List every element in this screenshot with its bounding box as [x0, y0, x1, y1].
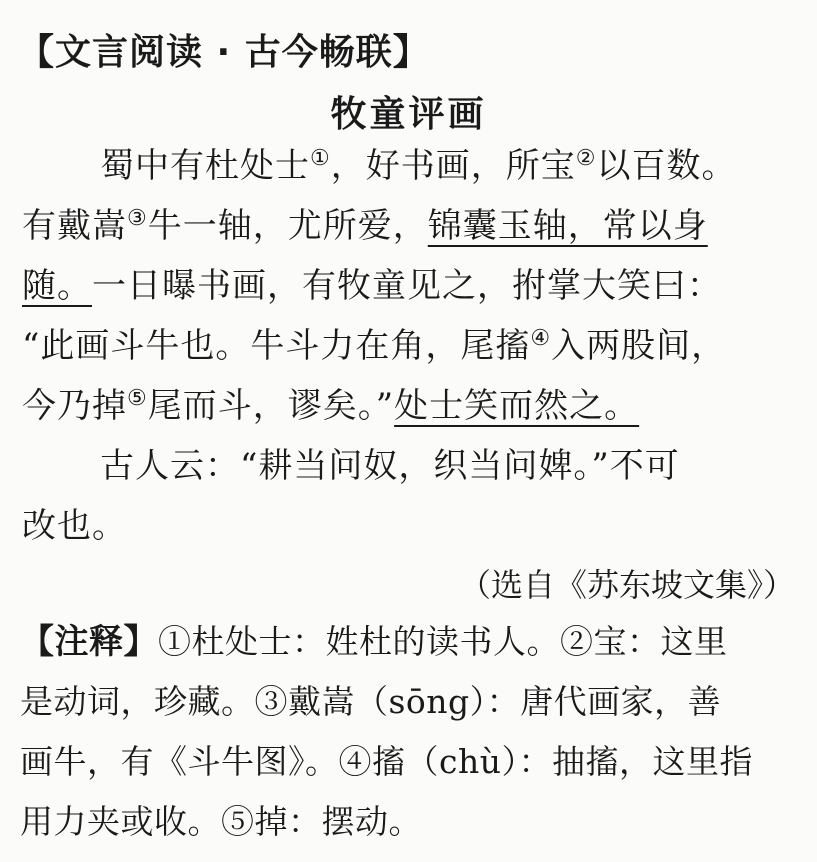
underlined-text: 随。 [22, 266, 92, 306]
passage-text: 入两股间， [551, 326, 727, 366]
passage-line-2 [22, 206, 708, 246]
passage-line-7: 改也。 [22, 506, 127, 546]
footnote-marker: ① [310, 146, 331, 171]
passage-text: 尾而斗，谬矣。” [147, 386, 395, 426]
underlined-text: 处士笑而然之。 [394, 386, 640, 426]
underlined-text: 锦囊玉轴，常以身 [427, 206, 708, 246]
passage-line-1 [100, 146, 736, 186]
notes-line-1 [20, 622, 728, 662]
passage-line-4 [22, 326, 726, 366]
footnote-marker: ④ [530, 326, 552, 351]
notes-line-4: 用力夹或收。⑤掉：摆动。 [20, 802, 422, 841]
passage-text: 一日曝书画，有牧童见之，拊掌大笑曰： [92, 266, 722, 306]
source-citation: （选自《苏东坡文集》） [458, 566, 795, 604]
passage-line-5 [22, 386, 639, 426]
notes-text: ①杜处士：姓杜的读书人。②宝：这里 [158, 622, 728, 661]
passage-text: 牛一轴，尤所爱， [147, 206, 428, 246]
footnote-marker: ⑤ [127, 386, 148, 411]
notes-label: 【注释】 [20, 622, 158, 662]
passage-text: “此画斗牛也。牛斗力在角，尾搐 [22, 326, 531, 366]
passage-text: 以百数。 [596, 146, 737, 186]
passage-text: ，好书画，所宝 [330, 146, 576, 186]
passage-text: 蜀中有杜处士 [100, 146, 310, 186]
passage-text: 有戴嵩 [22, 206, 127, 246]
notes-line-3: 画牛，有《斗牛图》。④搐（chù）：抽搐，这里指 [20, 742, 753, 781]
footnote-marker: ② [575, 146, 597, 171]
notes-line-2: 是动词，珍藏。③戴嵩（sōng）：唐代画家，善 [20, 682, 722, 721]
passage-title: 牧童评画 [330, 94, 487, 135]
section-header: 【文言阅读 · 古今畅联】 [18, 32, 430, 73]
footnote-marker: ③ [127, 206, 148, 231]
passage-line-6: 古人云：“耕当问奴，织当问婢。”不可 [100, 446, 680, 486]
passage-text: 今乃掉 [22, 386, 127, 426]
passage-line-3 [22, 266, 722, 306]
